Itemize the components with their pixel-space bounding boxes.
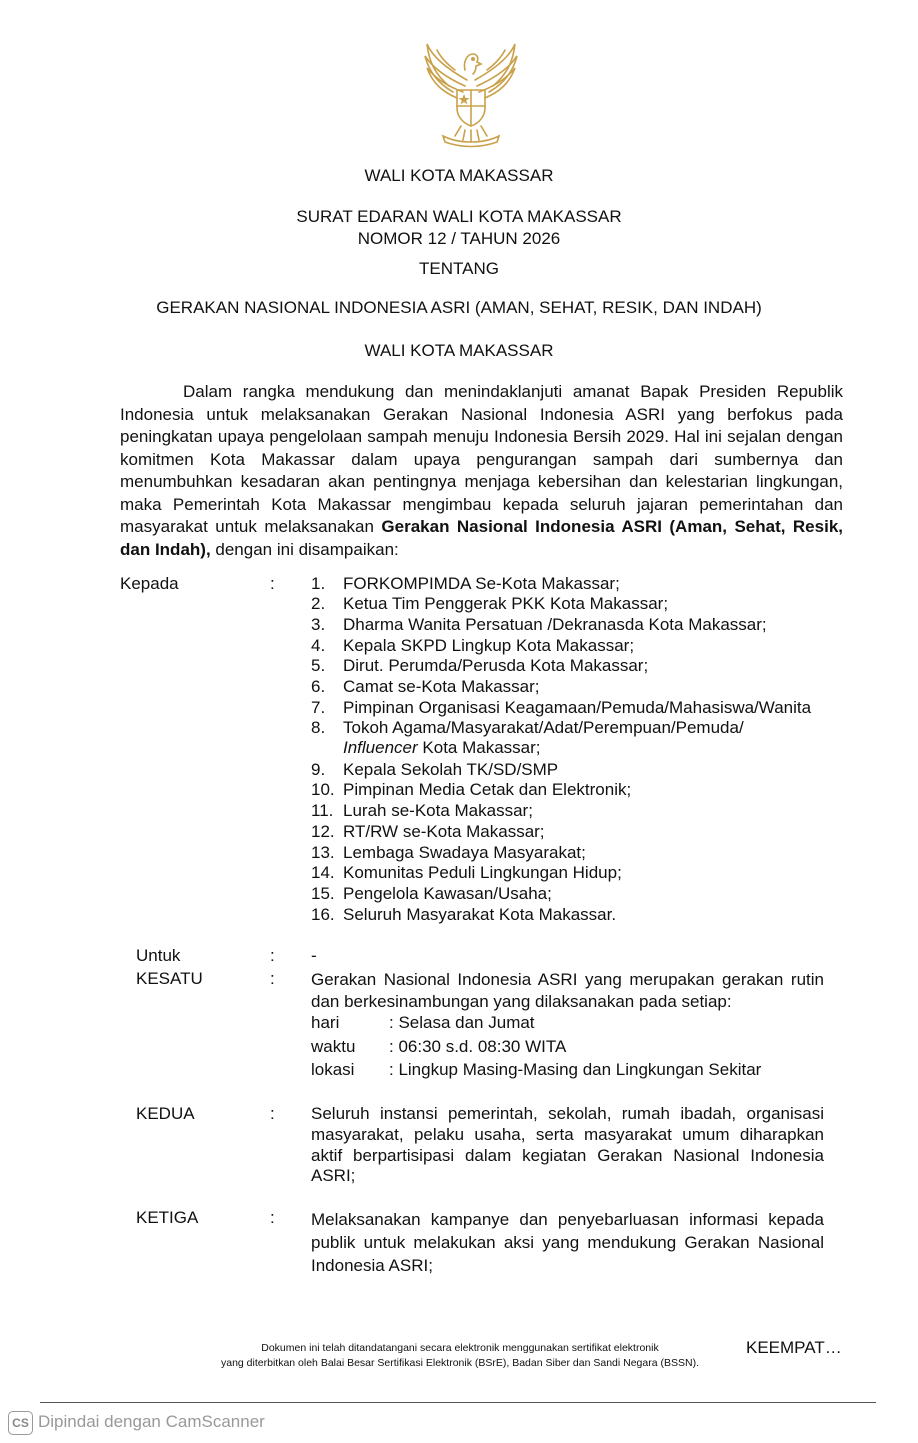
- kedua-colon: :: [270, 1104, 275, 1123]
- untuk-label: Untuk: [136, 946, 181, 965]
- recipient-item-8-continuation: Influencer Kota Makassar;: [343, 738, 541, 757]
- recipient-number: 6.: [311, 677, 326, 696]
- recipient-number: 12.: [311, 822, 335, 841]
- recipient-number: 11.: [311, 801, 334, 820]
- garuda-emblem-icon: [419, 40, 523, 148]
- intro-paragraph: Dalam rangka mendukung dan menindaklanjuti amanat Bapak Presiden Republik Indonesia untuk melaksanakan Gerakan Nasional Indonesia ASRI yang berfokus pada peningkatan upaya pengelolaan sampah menuju Indonesia Bersih 2029. Hal ini sejalan dengan komitmen Kota Makassar dalam upaya pengurangan sampah dari sumbernya dan menumbuhkan kesadaran akan pentingnya menjaga kebersihan dan kelestarian lingkungan, maka Pemerintah Kota Makassar mengimbau kepada seluruh jajaran pemerintahan dan masyarakat untuk melaksanakan Gerakan Nasional Indonesia ASRI (Aman, Sehat, Resik, dan Indah), dengan ini disampaikan:: [120, 382, 843, 559]
- recipient-item: Ketua Tim Penggerak PKK Kota Makassar;: [343, 594, 669, 613]
- kedua-label: KEDUA: [136, 1104, 195, 1123]
- recipient-item: Camat se-Kota Makassar;: [343, 677, 540, 696]
- tentang-heading: TENTANG: [419, 259, 499, 278]
- recipient-number: 8.: [311, 718, 326, 737]
- recipient-number: 14.: [311, 863, 335, 882]
- recipient-item: Pimpinan Organisasi Keagamaan/Pemuda/Mahasiswa/Wanita: [343, 698, 812, 717]
- recipient-number: 13.: [311, 843, 335, 862]
- untuk-value: -: [311, 946, 317, 965]
- recipient-item: Tokoh Agama/Masyarakat/Adat/Perempuan/Pemuda/: [343, 718, 744, 737]
- recipient-number: 3.: [311, 615, 326, 634]
- kesatu-text: Gerakan Nasional Indonesia ASRI yang merupakan gerakan rutin dan berkesinambungan yang dilaksanakan pada setiap:: [311, 970, 824, 1011]
- schedule-value-lokasi: : Lingkup Masing-Masing dan Lingkungan Sekitar: [389, 1060, 762, 1079]
- subject-title: GERAKAN NASIONAL INDONESIA ASRI (AMAN, SEHAT, RESIK, DAN INDAH): [156, 298, 762, 317]
- recipient-number: 15.: [311, 884, 335, 903]
- kepada-label: Kepada: [120, 574, 179, 593]
- document-title: SURAT EDARAN WALI KOTA MAKASSAR: [296, 207, 622, 226]
- recipient-item: Komunitas Peduli Lingkungan Hidup;: [343, 863, 622, 882]
- camscanner-watermark: Dipindai dengan CamScanner: [38, 1412, 265, 1431]
- recipient-item: Kepala SKPD Lingkup Kota Makassar;: [343, 636, 635, 655]
- ketiga-label: KETIGA: [136, 1208, 199, 1227]
- ketiga-text: Melaksanakan kampanye dan penyebarluasan informasi kepada publik untuk melakukan aksi yang mendukung Gerakan Nasional Indonesia ASRI;: [311, 1210, 824, 1275]
- kesatu-label: KESATU: [136, 969, 203, 988]
- next-page-marker: KEEMPAT…: [746, 1338, 842, 1357]
- esign-note-line2: yang diterbitkan oleh Balai Besar Sertifikasi Elektronik (BSrE), Badan Siber dan Sandi Negara (BSSN).: [221, 1357, 699, 1369]
- recipient-item: Lurah se-Kota Makassar;: [343, 801, 533, 820]
- untuk-colon: :: [270, 946, 275, 965]
- recipient-item: Seluruh Masyarakat Kota Makassar.: [343, 905, 617, 924]
- kesatu-colon: :: [270, 969, 275, 988]
- recipient-number: 16.: [311, 905, 335, 924]
- recipient-item: Dharma Wanita Persatuan /Dekranasda Kota Makassar;: [343, 615, 767, 634]
- schedule-key-hari: hari: [311, 1013, 340, 1032]
- camscanner-logo-icon: CS: [8, 1411, 33, 1435]
- ketiga-colon: :: [270, 1208, 275, 1227]
- schedule-key-waktu: waktu: [311, 1037, 356, 1056]
- recipient-item: Kepala Sekolah TK/SD/SMP: [343, 760, 559, 779]
- recipient-item: Dirut. Perumda/Perusda Kota Makassar;: [343, 656, 649, 675]
- esign-note-line1: Dokumen ini telah ditandatangani secara elektronik menggunakan sertifikat elektronik: [261, 1342, 659, 1354]
- footer-divider: [40, 1402, 876, 1403]
- schedule-value-waktu: : 06:30 s.d. 08:30 WITA: [389, 1037, 567, 1056]
- document-number: NOMOR 12 / TAHUN 2026: [357, 229, 561, 248]
- recipient-number: 10.: [311, 780, 335, 799]
- schedule-value-hari: : Selasa dan Jumat: [389, 1013, 535, 1032]
- recipient-item: Pimpinan Media Cetak dan Elektronik;: [343, 780, 632, 799]
- office-title-repeat: WALI KOTA MAKASSAR: [364, 341, 554, 360]
- recipient-item: FORKOMPIMDA Se-Kota Makassar;: [343, 574, 620, 593]
- recipient-number: 1.: [311, 574, 326, 593]
- recipient-number: 5.: [311, 656, 326, 675]
- recipient-item: Lembaga Swadaya Masyarakat;: [343, 843, 586, 862]
- recipient-number: 9.: [311, 760, 326, 779]
- recipient-item: Pengelola Kawasan/Usaha;: [343, 884, 552, 903]
- recipient-number: 2.: [311, 594, 326, 613]
- recipient-number: 4.: [311, 636, 326, 655]
- schedule-key-lokasi: lokasi: [311, 1060, 355, 1079]
- recipient-item: RT/RW se-Kota Makassar;: [343, 822, 545, 841]
- kedua-text: Seluruh instansi pemerintah, sekolah, rumah ibadah, organisasi masyarakat, pelaku usaha, serta masyarakat umum diharapkan aktif berpartisipasi dalam kegiatan Gerakan Nasional Indonesia ASRI;: [311, 1104, 824, 1186]
- kepada-colon: :: [270, 574, 275, 593]
- office-title: WALI KOTA MAKASSAR: [364, 166, 554, 185]
- recipient-number: 7.: [311, 698, 326, 717]
